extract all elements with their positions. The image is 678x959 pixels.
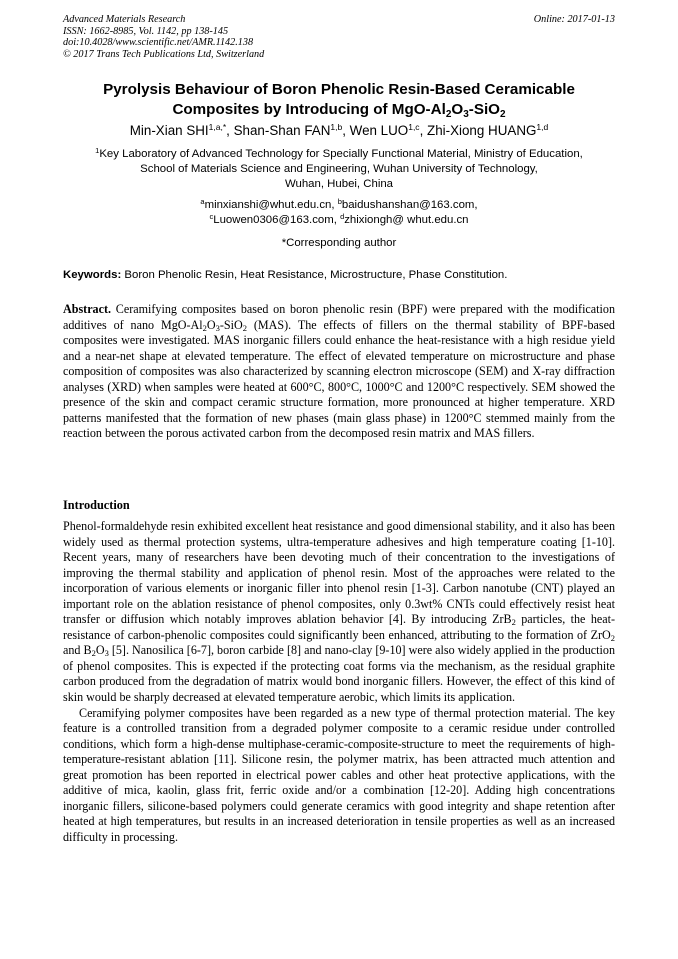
author-affiliation-mark: 1,a,* xyxy=(208,122,227,132)
introduction-paragraph-1 xyxy=(63,519,615,706)
abstract-text: -SiO xyxy=(219,317,243,332)
paragraph-text: O xyxy=(95,643,105,658)
title-text: -SiO xyxy=(468,100,500,118)
email-mark: d xyxy=(340,212,345,221)
email-mark: a xyxy=(200,197,205,206)
author-affiliation-mark: 1,d xyxy=(536,122,549,132)
abstract-label: Abstract. xyxy=(63,302,112,316)
journal-copyright: © 2017 Trans Tech Publications Ltd, Switzerland xyxy=(63,48,265,60)
email-mark: c xyxy=(209,212,214,221)
email-address: baidushanshan@163.com, xyxy=(341,199,478,211)
paper-title xyxy=(63,80,615,119)
title-text: O xyxy=(451,100,464,118)
title-text: Composites by Introducing of MgO-Al xyxy=(172,100,446,118)
author-name: Zhi-Xiong HUANG xyxy=(427,123,537,138)
paragraph-text: [5]. Nanosilica [6-7], boron carbide [8] and nano-clay [9-10] were also widely applied in the production of phenol composites. This is expected if the protecting coat forms via the mechanism, as the residual graphite carbon produced from the degradation of matrix would bond inorganic fillers. However, the effect of this kind of skin would be sharply decreased at elevated temperature aerobic, which limits its application. xyxy=(63,643,615,705)
paragraph-subscript: 3 xyxy=(104,648,109,659)
journal-doi: doi:10.4028/www.scientific.net/AMR.1142.138 xyxy=(63,37,254,49)
affiliation xyxy=(63,147,615,192)
journal-name: Advanced Materials Research xyxy=(63,14,186,25)
title-subscript: 2 xyxy=(500,108,506,120)
paragraph-subscript: 2 xyxy=(610,632,615,643)
author-separator: , xyxy=(342,123,350,138)
email-line-2 xyxy=(63,213,615,228)
paragraph-subscript: 2 xyxy=(91,648,96,659)
keywords-label: Keywords: xyxy=(63,269,122,281)
abstract-subscript: 2 xyxy=(242,322,247,333)
author-name: Wen LUO xyxy=(349,123,409,138)
email-list xyxy=(63,198,615,228)
email-line-1 xyxy=(63,198,615,213)
affiliation-line-1 xyxy=(63,147,615,162)
abstract-text: (MAS). The effects of fillers on the thermal stability of BPF-based composites were investigated. MAS inorganic fillers could enhance the heat-resistance with a high residue yield and a near-net shape at elevated temperature. The effect of elevated temperature on microstructure and phase composition of composites was also characterized by scanning electron microscope (SEM) and X-ray diffraction analyses (XRD) when samples were heated at 600°C, 800°C, 1000°C and 1200°C respectively. SEM showed the presence of the skin and compact ceramic structure formation, more pronounced at higher temperature. XRD patterns manifested that the formation of new phases (main glass phase) in 1200°C stemmed mainly from the reaction between the porous activated carbon from the decomposed resin matrix and MAS fillers. xyxy=(63,317,615,440)
author-affiliation-mark: 1,c xyxy=(408,122,420,132)
paragraph-text: particles, the heat-resistance of carbon-phenolic composites could significantly been enhanced, attributing to the formation of ZrO xyxy=(63,612,615,642)
title-subscript: 3 xyxy=(463,108,469,120)
email-address: zhixiongh@ whut.edu.cn xyxy=(344,214,469,226)
keywords xyxy=(63,268,615,283)
abstract xyxy=(63,302,615,442)
journal-issn: ISSN: 1662-8985, Vol. 1142, pp 138-145 xyxy=(63,25,229,37)
abstract-subscript: 2 xyxy=(202,322,207,333)
paragraph-subscript: 2 xyxy=(511,617,516,628)
paragraph-text: and B xyxy=(63,643,92,658)
affiliation-mark: 1 xyxy=(95,146,100,155)
author-affiliation-mark: 1,b xyxy=(330,122,343,132)
email-address: minxianshi@whut.edu.cn, xyxy=(204,199,338,211)
affiliation-text: Key Laboratory of Advanced Technology for Specially Functional Material, Ministry of Education, xyxy=(99,148,583,160)
journal-header xyxy=(63,14,264,60)
author-name: Shan-Shan FAN xyxy=(233,123,331,138)
affiliation-line-3: Wuhan, Hubei, China xyxy=(284,178,394,190)
affiliation-line-2: School of Materials Science and Engineering, Wuhan University of Technology, xyxy=(140,163,538,175)
author-list xyxy=(63,122,615,139)
title-line-2 xyxy=(63,100,615,120)
corresponding-author: *Corresponding author xyxy=(281,237,397,249)
abstract-subscript: 3 xyxy=(215,322,220,333)
title-subscript: 2 xyxy=(445,108,452,120)
introduction-paragraph-2: Ceramifying polymer composites have been regarded as a new type of thermal protection material. The key feature is a controlled transition from a degraded polymer composite to a ceramic residue under controlled conditions, which form a high-dense multiphase-ceramic-composite-structure to meet the requirements of high-temperature-resistant ablation [11]. Silicone resin, the polymer matrix, has been attracted much attention and great promotion has been reported in electrical power cables and other heat protective applications, with the additive of mica, kaolin, glass frit, ferric oxide and/or a combination [12-20]. Adding high concentrations inorganic fillers, silicone-based polymers could generate ceramics with good integrity and shape retention after heated at high temperatures, but results in an increased deterioration in tensile properties as well as an increased difficulty in processing. xyxy=(63,705,615,844)
title-line-1: Pyrolysis Behaviour of Boron Phenolic Resin-Based Ceramicable xyxy=(103,81,575,98)
introduction-body xyxy=(63,519,615,845)
section-heading-introduction: Introduction xyxy=(63,498,130,512)
email-address: Luowen0306@163.com, xyxy=(213,214,341,226)
keywords-text: Boron Phenolic Resin, Heat Resistance, Microstructure, Phase Constitution. xyxy=(121,269,508,281)
email-mark: b xyxy=(337,197,342,206)
abstract-text: O xyxy=(206,317,216,332)
author-separator: , xyxy=(226,123,234,138)
abstract-text: Ceramifying composites based on boron phenolic resin (BPF) were prepared with the modification additives of nano MgO-Al xyxy=(63,302,615,332)
author-name: Min-Xian SHI xyxy=(129,123,209,138)
paragraph-text: Phenol-formaldehyde resin exhibited excellent heat resistance and good dimensional stability, and it also has been widely used as thermal protection systems, ultra-temperature adhesives and high temperature coating [1-10]. Recent years, many of researchers have been devoting much of their concentration to the investigations of improving the thermal stability and application of phenol resin. Most of the approaches were related to the incorporation of various elements or inorganic filler into phenol resin [1-3]. Carbon nanotube (CNT) played an important role on the ablation resistance of phenol composites, only 0.3wt% CNTs could effectively resist heat transfer or diffusion which notably improves ablation behavior [4]. By introducing ZrB xyxy=(63,519,615,627)
author-separator: , xyxy=(419,123,428,138)
online-date: Online: 2017-01-13 xyxy=(533,14,615,25)
